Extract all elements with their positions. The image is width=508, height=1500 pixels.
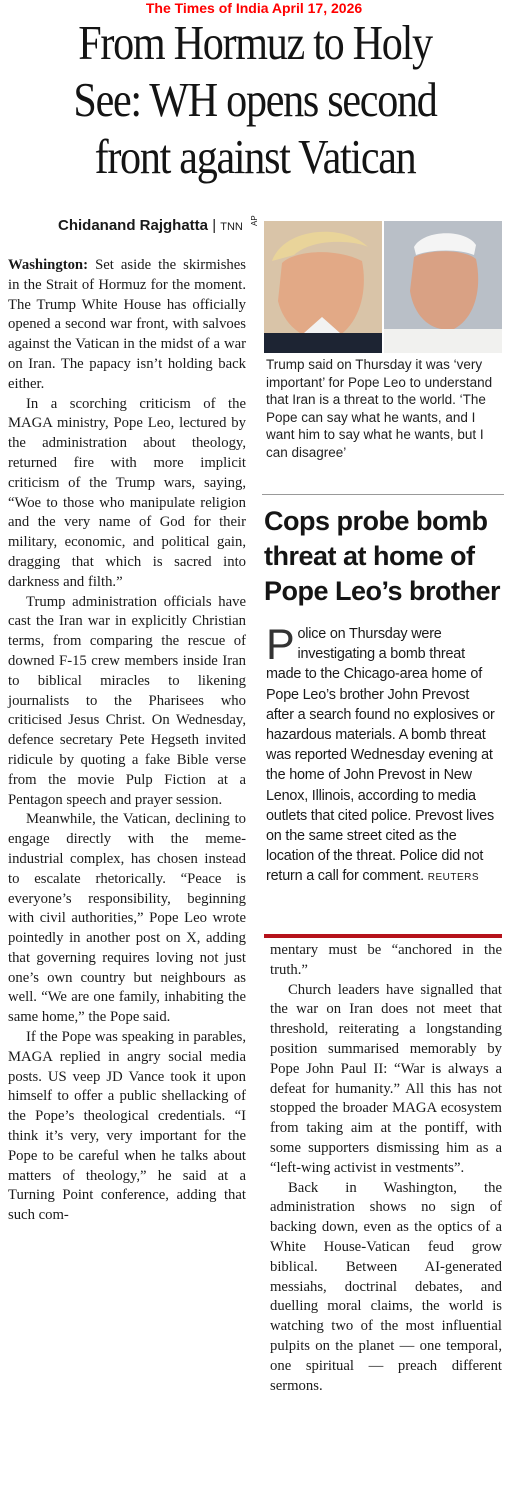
paragraph-text: Set aside the skirmishes in the Strait of Hormuz for the moment. The Trump White House has officially opened a second war front, with salvoes against the Vatican in the midst of a war on Iran. The papacy isn’t holding back either.: [8, 257, 246, 392]
headline-line-1: From Hormuz to Holy: [78, 15, 432, 70]
sidebar-story-text: olice on Thursday were investigating a bomb threat made to the Chicago-area home of Pope Leo’s brother John Prevost after a search found no explosives or hazardous materials. A bomb threat was reported Wednesday evening at the home of John Prevost in New Lenox, Illinois, according to media outlets that cited police. Prevost lives on the same street cited as the location of the threat. Police did not return a call for comment.: [266, 626, 495, 885]
drop-cap: P: [266, 621, 295, 669]
sidebar-headline: Cops probe bomb threat at home of Pope Leo’s brother: [264, 506, 501, 606]
main-story-column-2: [270, 941, 502, 1396]
headline-line-3: front against Vatican: [94, 129, 416, 184]
dateline: The Times of India April 17, 2026: [145, 0, 363, 16]
main-story-paragraph-4: Meanwhile, the Vatican, declining to engage directly with the meme-industrial complex, has chosen instead to escalate rhetorically. “Peace is everyone’s responsibility, beginning with civil authorities,” Pope Leo wrote pointedly in another post on X, adding that governing requires loving not just one’s own country but neighbours as well. “We are one family, inhabiting the same home,” the Pope said.: [8, 811, 246, 1026]
main-story-paragraph-1: [8, 256, 246, 395]
continuation-paragraph-2: Church leaders have signalled that the war on Iran does not meet that threshold, reiterating a longstanding position summarised memorably by Pope John Paul II: “War is always a defeat for humanity.” All this has not stopped the broader MAGA ecosystem from taking aim at the pontiff, with some supporters dismissing him as a “left-wing activist in vestments”.: [270, 981, 502, 1176]
dateline-lead: Washington:: [8, 257, 88, 273]
byline-name: Chidanand Rajghatta: [58, 217, 209, 234]
continuation-paragraph-1: mentary must be “anchored in the truth.”: [270, 942, 502, 978]
headline: [41, 14, 469, 185]
caption-divider: [262, 494, 504, 495]
byline-agency: TNN: [220, 221, 243, 233]
main-story-paragraph-2: In a scorching criticism of the MAGA ministry, Pope Leo, lectured by the administration about theology, returned fire with more implicit criticism of the Trump wars, saying, “Woe to those who manipulate religion and the very name of God for their military, economic, and political gain, dragging that which is sacred into darkness and filth.”: [8, 395, 246, 590]
main-story-paragraph-5: If the Pope was speaking in parables, MAGA replied in angry social media posts. US veep JD Vance took it upon himself to offer a public shellacking of the Pope’s theological credentials. “I think it’s very, very important for the Pope to be careful when he talks about matters of theology,” he said at a Turning Point conference, adding that such com-: [8, 1029, 246, 1224]
pope-portrait-icon: [384, 221, 502, 353]
byline-separator: |: [212, 217, 217, 234]
section-divider: [264, 934, 502, 938]
photo-pope: [384, 221, 502, 353]
continuation-paragraph-3: Back in Washington, the administration shows no sign of backing down, even as the optics of a White House-Vatican feud grow biblical. Between AI-generated messiahs, doctrinal debates, and duelling moral claims, the world is watching two of the most influential pulpits on the planet — one temporal, one spiritual — preach different sermons.: [270, 1179, 502, 1394]
photo-caption: Trump said on Thursday it was ‘very important’ for Pope Leo to understand that Iran is a threat to the world. ‘The Pope can say what he wants, and I want him to say what he wants, but I can disagree’: [266, 357, 493, 460]
trump-portrait-icon: [264, 221, 382, 353]
photo-credit: AP: [250, 215, 259, 226]
sidebar-credit: REUTERS: [427, 872, 480, 884]
photo-pair: [264, 221, 502, 353]
main-story-column-1: [8, 256, 246, 1226]
main-story-paragraph-3: Trump administration officials have cast the Iran war in explicitly Christian terms, from comparing the rescue of downed F-15 crew members inside Iran to biblical miracles to likening journalists to the Pharisees who criticised Jesus Christ. On Wednesday, defence secretary Pete Hegseth invited ridicule by quoting a fake Bible verse from the movie Pulp Fiction at a Pentagon speech and prayer session.: [8, 593, 246, 808]
photo-trump: [264, 221, 382, 353]
headline-line-2: See: WH opens second: [73, 72, 437, 127]
byline: [58, 217, 243, 234]
sidebar-story-body: [266, 621, 500, 889]
